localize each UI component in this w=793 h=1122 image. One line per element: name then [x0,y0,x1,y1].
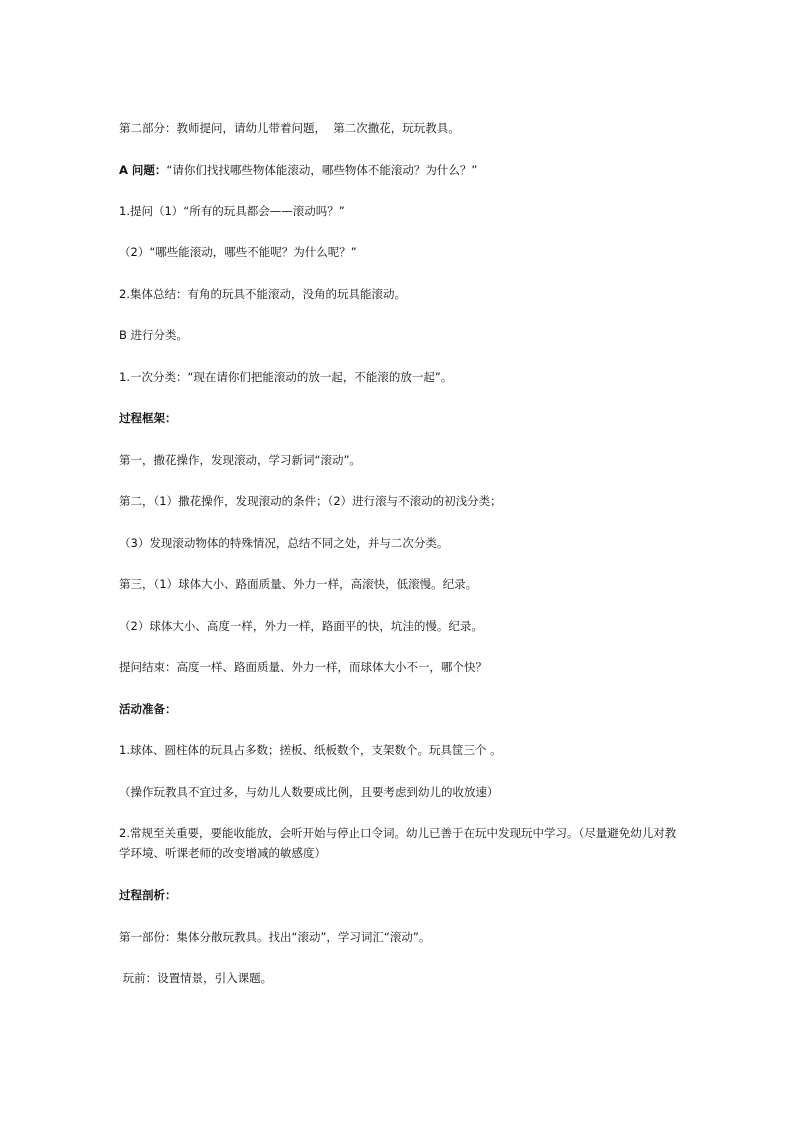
paragraph-part-one: 第一部份：集体分散玩教具。找出“滚动”，学习词汇“滚动”。 [119,930,431,944]
paragraph-step-two: 第二，（1）撒花操作，发现滚动的条件；（2）进行滚与不滚动的初浅分类； [119,494,502,508]
paragraph-prep-note: （操作玩教具不宜过多，与幼儿人数要成比例，且要考虑到幼儿的收放速） [119,785,499,799]
paragraph-ask-2: （2）“哪些能滚动，哪些不能呢？为什么呢？” [119,245,357,259]
paragraph-ask-1: 1.提问（1）“所有的玩具都会——滚动吗？” [119,204,345,218]
paragraph-prep-2: 2.常规至关重要，要能收能放，会听开始与停止口令词。幼儿已善于在玩中发现玩中学习。（尽量避免幼儿对教学环境、听课老师的改变增减的敏感度） [119,826,677,860]
question-a-label: A 问题： [119,163,167,177]
heading-activity-prep: 活动准备： [119,702,177,716]
paragraph-summary: 2.集体总结：有角的玩具不能滚动，没角的玩具能滚动。 [119,287,406,301]
paragraph-step-two-3: （3）发现滚动物体的特殊情况，总结不同之处，并与二次分类。 [119,536,449,550]
paragraph-question-end: 提问结束：高度一样、路面质量、外力一样，而球体大小不一，哪个快？ [119,660,487,674]
paragraph-before-play: 玩前：设置情景，引入课题。 [119,971,273,985]
paragraph-step-three: 第三，（1）球体大小、路面质量、外力一样，高滚快，低滚慢。纪录。 [119,577,478,591]
paragraph-classify-b: B 进行分类。 [119,328,189,342]
paragraph-question-a [119,160,679,180]
paragraph-step-one: 第一，撒花操作，发现滚动，学习新词“滚动”。 [119,453,361,467]
paragraph-step-three-2: （2）球体大小、高度一样，外力一样，路面平的快，坑洼的慢。纪录。 [119,619,483,633]
question-a-text: “请你们找找哪些物体能滚动，哪些物体不能滚动？为什么？” [166,163,478,177]
paragraph-part-two: 第二部分：教师提问，请幼儿带着问题， 第二次撒花，玩玩教具。 [119,121,460,135]
heading-process-framework: 过程框架： [119,411,177,425]
paragraph-prep-1: 1.球体、圆柱体的玩具占多数；搓板、纸板数个，支架数个。玩具筐三个 。 [119,743,502,757]
paragraph-first-classify: 1.一次分类：“现在请你们把能滚动的放一起，不能滚的放一起”。 [119,370,453,384]
heading-process-analysis: 过程剖析： [119,888,177,902]
